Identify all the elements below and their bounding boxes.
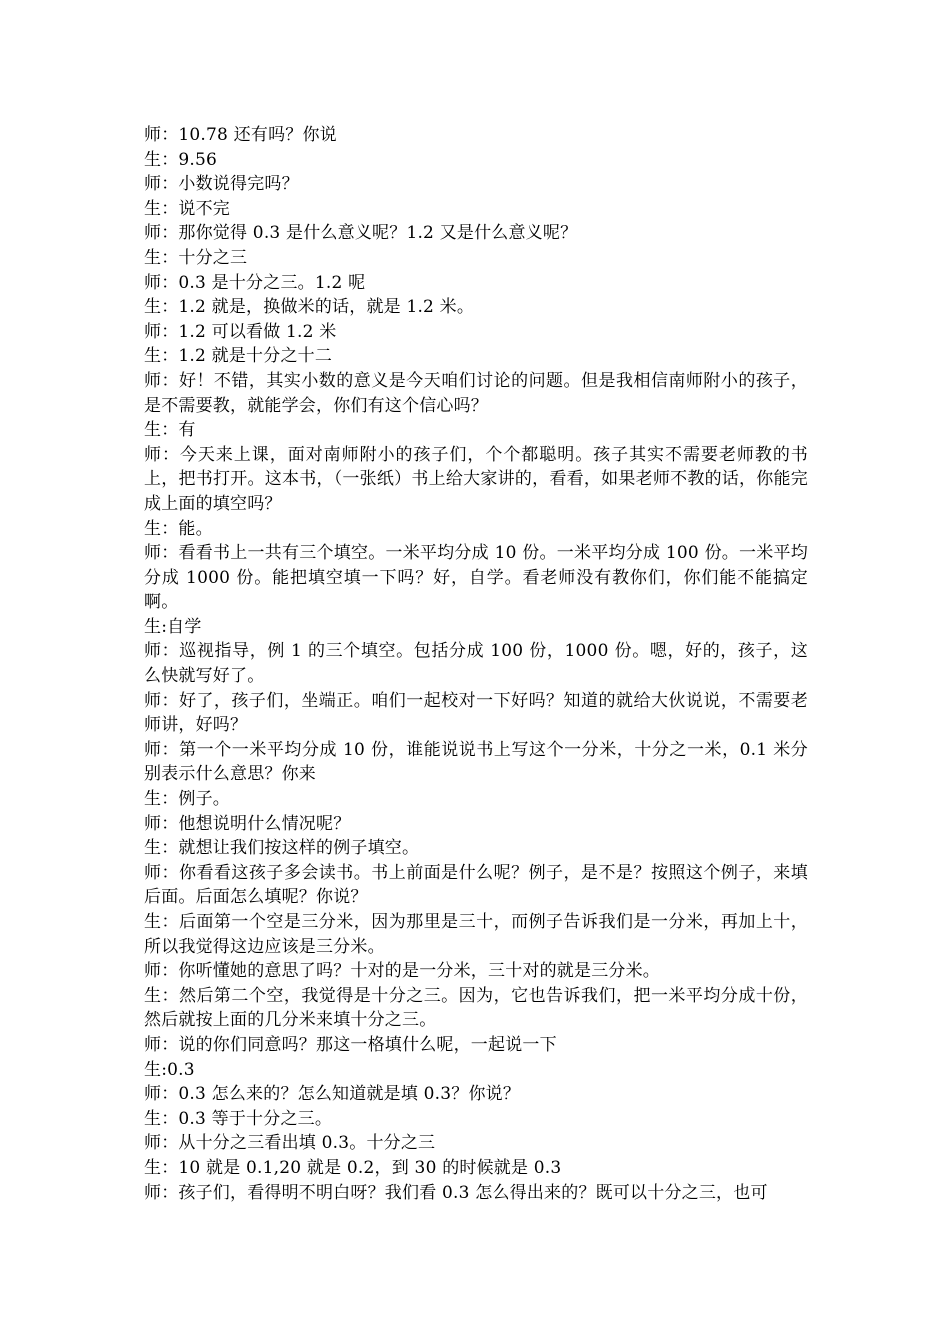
dialogue-line: 师：好了，孩子们，坐端正。咱们一起校对一下好吗？知道的就给大伙说说，不需要老师讲，好吗？ bbox=[144, 690, 808, 736]
dialogue-line: 师：10.78 还有吗？你说 bbox=[144, 125, 337, 145]
transcript-body bbox=[144, 123, 808, 1205]
dialogue-line: 生：1.2 就是十分之十二 bbox=[144, 346, 333, 367]
dialogue-line: 生:0.3 bbox=[144, 1059, 195, 1080]
dialogue-line: 师：他想说明什么情况呢？ bbox=[144, 813, 351, 834]
dialogue-line: 师：说的你们同意吗？那这一格填什么呢，一起说一下 bbox=[144, 1034, 557, 1055]
dialogue-line: 师：从十分之三看出填 0.3。十分之三 bbox=[144, 1133, 436, 1154]
dialogue-line: 师：0.3 是十分之三。1.2 呢 bbox=[144, 272, 366, 293]
dialogue-line: 生:自学 bbox=[144, 616, 202, 637]
dialogue-line: 生：0.3 等于十分之三。 bbox=[144, 1108, 333, 1129]
dialogue-line: 师：好！不错，其实小数的意义是今天咱们讨论的问题。但是我相信南师附小的孩子，是不需要教，就能学会，你们有这个信心吗？ bbox=[144, 370, 808, 416]
dialogue-line: 生：然后第二个空，我觉得是十分之三。因为，它也告诉我们，把一米平均分成十份，然后就按上面的几分米来填十分之三。 bbox=[144, 985, 808, 1031]
dialogue-line: 生：9.56 bbox=[144, 149, 218, 170]
dialogue-line: 生：十分之三 bbox=[144, 247, 248, 268]
dialogue-line: 师：今天来上课，面对南师附小的孩子们，个个都聪明。孩子其实不需要老师教的书上，把书打开。这本书，（一张纸）书上给大家讲的，看看，如果老师不教的话，你能完成上面的填空吗？ bbox=[144, 444, 808, 514]
dialogue-line: 师：1.2 可以看做 1.2 米 bbox=[144, 321, 337, 342]
dialogue-line: 师：看看书上一共有三个填空。一米平均分成 10 份。一米平均分成 100 份。一米平均分成 1000 份。能把填空填一下吗？好，自学。看老师没有教你们，你们能不能搞定啊。 bbox=[144, 543, 808, 613]
dialogue-line: 师：第一个一米平均分成 10 份，谁能说说书上写这个一分米，十分之一米，0.1 米分别表示什么意思？你来 bbox=[144, 739, 808, 785]
dialogue-line: 生：有 bbox=[144, 420, 196, 441]
dialogue-line: 师：巡视指导，例 1 的三个填空。包括分成 100 份，1000 份。嗯，好的，孩子，这么快就写好了。 bbox=[144, 641, 808, 687]
dialogue-line: 师：0.3 怎么来的？怎么知道就是填 0.3？你说？ bbox=[144, 1084, 521, 1105]
dialogue-line: 师：那你觉得 0.3 是什么意义呢？1.2 又是什么意义呢？ bbox=[144, 223, 578, 244]
dialogue-line: 师：小数说得完吗？ bbox=[144, 174, 299, 195]
dialogue-line: 师：你看看这孩子多会读书。书上前面是什么呢？例子，是不是？按照这个例子，来填后面。后面怎么填呢？你说？ bbox=[144, 862, 808, 908]
dialogue-line: 师：孩子们，看得明不明白呀？我们看 0.3 怎么得出来的？既可以十分之三，也可 bbox=[144, 1182, 768, 1203]
dialogue-line: 生：就想让我们按这样的例子填空。 bbox=[144, 838, 420, 859]
dialogue-line: 生：1.2 就是，换做米的话，就是 1.2 米。 bbox=[144, 297, 475, 318]
dialogue-line: 师：你听懂她的意思了吗？十对的是一分米，三十对的就是三分米。 bbox=[144, 961, 660, 982]
dialogue-line: 生：例子。 bbox=[144, 789, 230, 810]
dialogue-line: 生：说不完 bbox=[144, 198, 230, 219]
dialogue-line: 生：10 就是 0.1,20 就是 0.2，到 30 的时候就是 0.3 bbox=[144, 1157, 562, 1178]
dialogue-line: 生：后面第一个空是三分米，因为那里是三十，而例子告诉我们是一分米，再加上十，所以我觉得这边应该是三分米。 bbox=[144, 912, 808, 957]
dialogue-line: 生：能。 bbox=[144, 518, 213, 539]
